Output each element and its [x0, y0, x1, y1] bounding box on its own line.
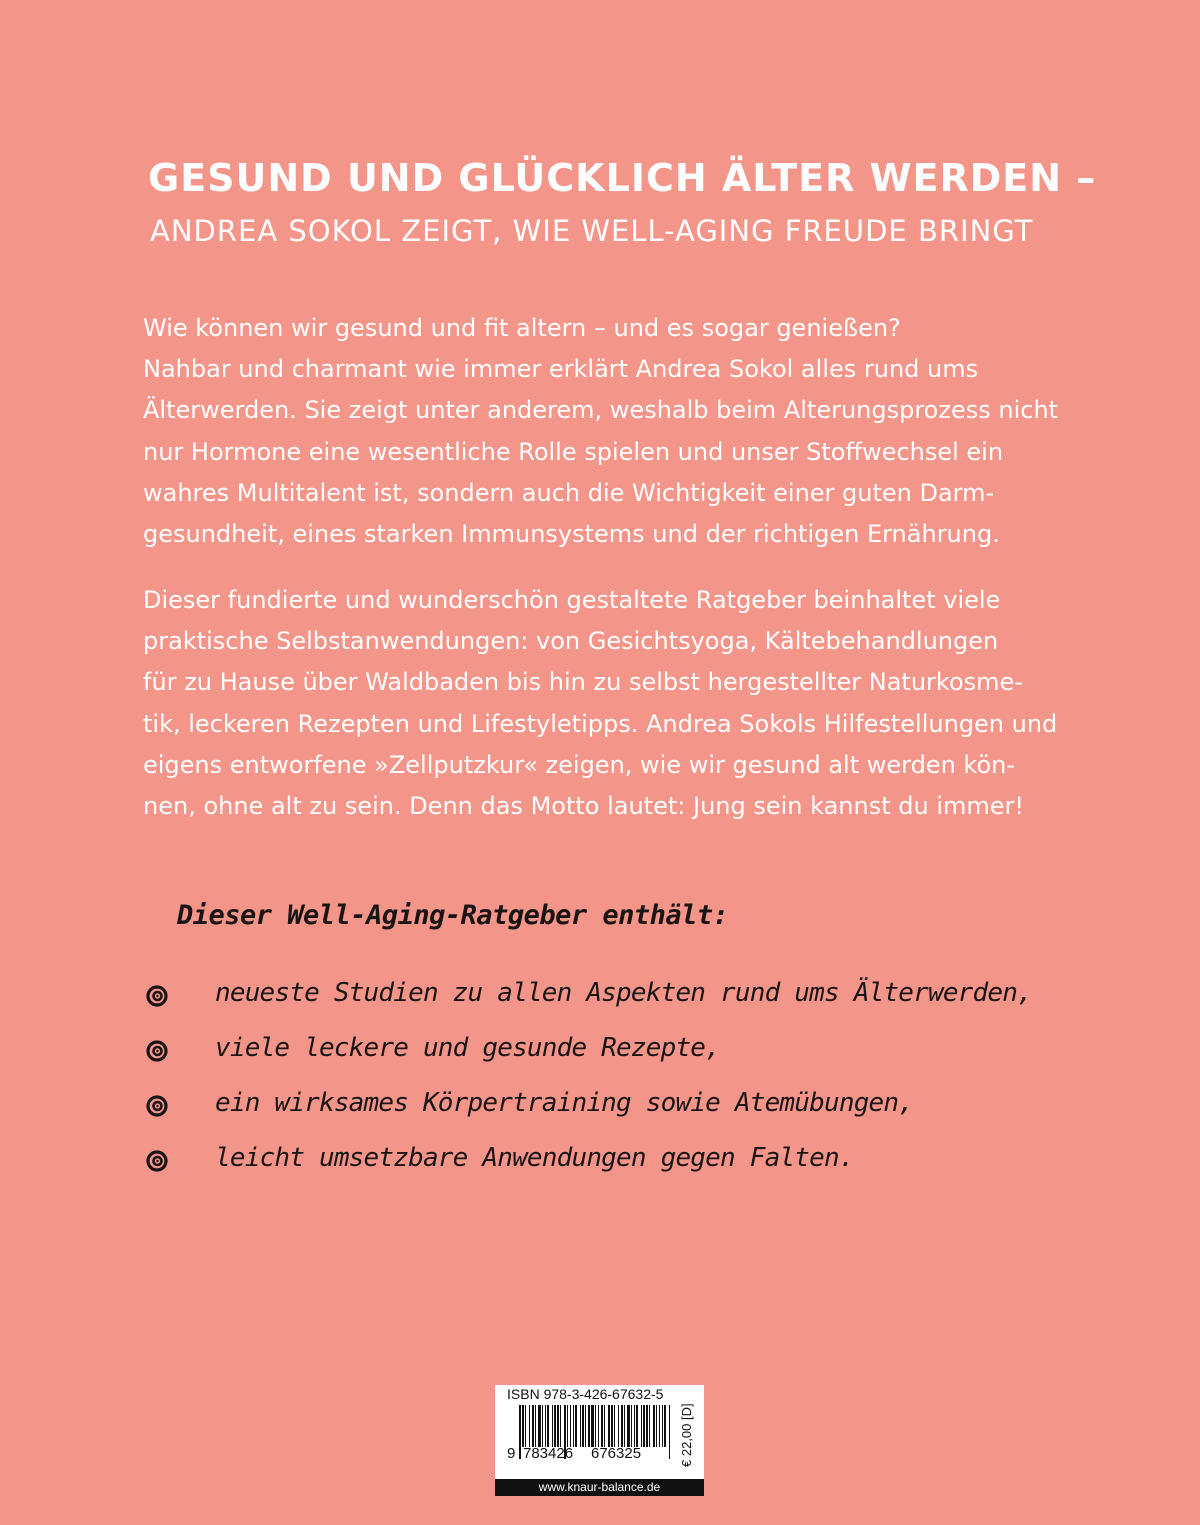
feature-item-text: neueste Studien zu allen Aspekten rund ums Älterwerden,	[215, 978, 1032, 1008]
paragraph-line: Nahbar und charmant wie immer erklärt Andrea Sokol alles rund ums	[143, 355, 979, 384]
subheadline: ANDREA SOKOL ZEIGT, WIE WELL-AGING FREUDE BRINGT	[150, 214, 1034, 248]
barcode-bar	[659, 1405, 660, 1447]
barcode-bar	[598, 1405, 599, 1447]
barcode-bar	[624, 1405, 625, 1447]
barcode-bar	[591, 1405, 594, 1447]
barcode-bar	[604, 1405, 605, 1447]
barcode-bar	[641, 1405, 642, 1447]
barcode-bar	[631, 1405, 632, 1447]
barcode-digit-group-2: 676325	[591, 1445, 642, 1462]
paragraph-line: nur Hormone eine wesentliche Rolle spielen und unser Stoffwechsel ein	[143, 437, 1004, 466]
barcode-bar	[542, 1405, 543, 1447]
barcode-bar	[557, 1405, 559, 1447]
barcode-bar	[535, 1405, 536, 1447]
headline: GESUND UND GLÜCKLICH ÄLTER WERDEN –	[148, 156, 1097, 200]
barcode-bar	[567, 1405, 568, 1447]
spiral-icon	[145, 984, 169, 1008]
barcode-bar	[601, 1405, 603, 1447]
paragraph-line: tik, leckeren Rezepten und Lifestyletipps. Andrea Sokols Hilfestellungen und	[143, 709, 1058, 738]
barcode-bar	[532, 1405, 534, 1447]
paragraph-line: nen, ohne alt zu sein. Denn das Motto lautet: Jung sein kannst du immer!	[143, 792, 1025, 821]
paragraph-line: Wie können wir gesund und fit altern – und es sogar genießen?	[143, 314, 901, 342]
spiral-icon	[145, 1149, 169, 1173]
spiral-icon	[145, 1039, 169, 1063]
barcode-bar	[580, 1405, 581, 1447]
feature-item-text: ein wirksames Körpertraining sowie Atemübungen,	[215, 1088, 914, 1118]
barcode-bar	[560, 1405, 561, 1447]
barcode-bar	[664, 1405, 666, 1447]
paragraph-line: für zu Hause über Waldbaden bis hin zu selbst hergestellter Naturkosme-	[143, 668, 1023, 697]
price-label: € 22,00 [D]	[679, 1403, 694, 1467]
barcode-bar	[585, 1405, 586, 1447]
barcode-bar	[608, 1405, 610, 1447]
barcode-bar	[522, 1405, 524, 1447]
description-paragraph-1	[143, 308, 1073, 555]
publisher-url: www.knaur-balance.de	[495, 1479, 704, 1496]
barcode-bar	[656, 1405, 657, 1447]
barcode-bar	[519, 1405, 521, 1459]
barcode-bar	[552, 1405, 553, 1447]
barcode-bar	[554, 1405, 556, 1447]
barcode-bar	[669, 1405, 670, 1459]
barcode-bar	[525, 1405, 526, 1447]
barcode-bar	[634, 1405, 635, 1447]
isbn-text: ISBN 978-3-426-67632-5	[507, 1386, 664, 1402]
barcode-bar	[582, 1405, 584, 1447]
barcode-bar	[646, 1405, 648, 1447]
barcode-digit-lead: 9	[507, 1445, 516, 1462]
barcode-bar	[545, 1405, 546, 1447]
paragraph-line: Dieser fundierte und wunderschön gestaltete Ratgeber beinhaltet viele	[143, 586, 1001, 614]
barcode-bar	[595, 1405, 596, 1447]
barcode-bar	[538, 1405, 541, 1447]
feature-item-text: viele leckere und gesunde Rezepte,	[215, 1033, 721, 1063]
barcode-bar	[575, 1405, 577, 1447]
feature-item-text: leicht umsetzbare Anwendungen gegen Falten.	[215, 1143, 854, 1173]
barcode-bar	[529, 1405, 530, 1447]
barcode-bar	[570, 1405, 571, 1447]
barcode-bar	[611, 1405, 613, 1447]
barcode-bar	[547, 1405, 549, 1447]
paragraph-line: gesundheit, eines starken Immunsystems und der richtigen Ernährung.	[143, 520, 1000, 549]
barcode-bar	[573, 1405, 574, 1447]
barcode-bar	[662, 1405, 663, 1447]
barcode-label	[495, 1385, 704, 1496]
barcode-bar	[614, 1405, 615, 1447]
barcode-bar	[653, 1405, 655, 1447]
feature-list-heading: Dieser Well-Aging-Ratgeber enthält:	[177, 900, 729, 931]
barcode-bar	[588, 1405, 590, 1447]
paragraph-line: Älterwerden. Sie zeigt unter anderem, weshalb beim Alterungsprozess nicht	[143, 396, 1059, 425]
paragraph-line: praktische Selbstanwendungen: von Gesichtsyoga, Kältebehandlungen	[143, 627, 999, 656]
spiral-icon	[145, 1094, 169, 1118]
description-paragraph-2	[143, 580, 1073, 827]
barcode-bar	[627, 1405, 630, 1447]
barcode-bar	[618, 1405, 619, 1447]
paragraph-line: wahres Multitalent ist, sondern auch die Wichtigkeit einer guten Darm-	[143, 478, 995, 507]
barcode-bar	[621, 1405, 623, 1447]
barcode-digit-group-1: 783426	[523, 1445, 574, 1462]
barcode-bar	[649, 1405, 650, 1447]
barcode-bar	[643, 1405, 645, 1447]
barcode-bar	[636, 1405, 638, 1447]
paragraph-line: eigens entworfene »Zellputzkur« zeigen, wie wir gesund alt werden kön-	[143, 750, 1016, 779]
